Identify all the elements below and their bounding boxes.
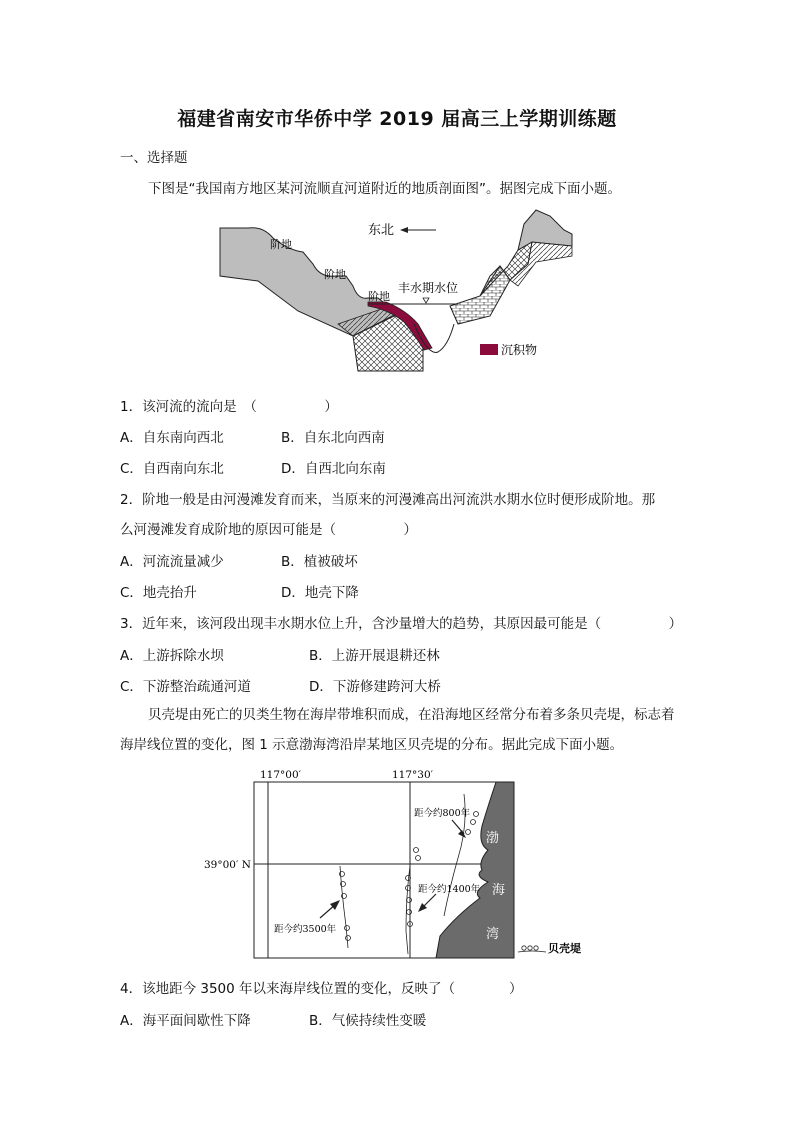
q2-option-a: A．河流流量减少: [120, 554, 224, 570]
latitude-label: 39°00′ N: [204, 859, 251, 871]
sediment-legend-label: 沉积物: [501, 343, 538, 357]
q1-option-d: D．自西北向东南: [281, 461, 386, 477]
q2-option-b: B．植被破坏: [281, 554, 358, 570]
shell-ridge-map-figure: [196, 766, 606, 962]
direction-label: 东北: [368, 223, 395, 238]
sea-label-1: 渤: [486, 831, 500, 846]
ridge-3500-label: 距今约3500年: [274, 924, 337, 935]
q1-option-b: B．自东北向西南: [281, 430, 385, 446]
page-title: 福建省南安市华侨中学 2019 届高三上学期训练题: [177, 108, 617, 130]
intro-text-1: 下图是“我国南方地区某河流顺直河道附近的地质剖面图”。据图完成下面小题。: [148, 181, 621, 197]
sediment-legend-swatch: [480, 344, 498, 355]
section-heading: 一、选择题: [120, 150, 188, 166]
water-level-label: 丰水期水位: [398, 281, 459, 295]
q2-option-c: C．地壳抬升: [120, 585, 197, 601]
water-level-marker: [423, 298, 429, 303]
terrace-label-2: 阶地: [324, 268, 346, 281]
shell-ridge-legend-label: 贝壳堤: [548, 942, 581, 955]
q2-stem-line2: 么河漫滩发育成阶地的原因可能是（ ）: [120, 522, 417, 538]
shell-ridge-legend-symbol: [518, 946, 546, 952]
q1-option-a: A．自东南向西北: [120, 430, 224, 446]
q1-stem: 1．该河流的流向是 （ ）: [120, 399, 338, 415]
q4-stem: 4．该地距今 3500 年以来海岸线位置的变化，反映了（ ）: [120, 981, 523, 997]
q3-option-b: B．上游开展退耕还林: [309, 648, 440, 664]
longitude-label-2: 117°30′: [392, 769, 434, 781]
q3-option-c: C．下游整治疏通河道: [120, 679, 251, 695]
longitude-label-1: 117°00′: [260, 769, 302, 781]
ridge-800-label: 距今约800年: [414, 808, 471, 819]
q3-option-d: D．下游修建跨河大桥: [309, 679, 441, 695]
arrow-head: [400, 227, 408, 233]
q2-option-d: D．地壳下降: [281, 585, 359, 601]
sea-label-3: 湾: [486, 927, 500, 942]
sea-label-2: 海: [492, 883, 506, 898]
q3-option-a: A．上游拆除水坝: [120, 648, 224, 664]
q3-stem: 3．近年来，该河段出现丰水期水位上升，含沙量增大的趋势，其原因最可能是（ ）: [120, 616, 683, 632]
q2-stem-line1: 2．阶地一般是由河漫滩发育而来，当原来的河漫滩高出河流洪水期水位时便形成阶地。那: [120, 492, 656, 508]
q4-option-a: A．海平面间歇性下降: [120, 1013, 251, 1029]
ridge-1400-label: 距今约1400年: [418, 884, 481, 895]
right-bank-brick: [450, 266, 510, 324]
geologic-profile-figure: [218, 206, 578, 374]
terrace-label-3: 阶地: [368, 290, 390, 303]
intro-text-2: 贝壳堤由死亡的贝类生物在海岸带堆积而成，在沿海地区经常分布着多条贝壳堤，标志着海岸线位置的变化，图 1 示意渤海湾沿岸某地区贝壳堤的分布。据此完成下面小题。: [120, 707, 675, 753]
q4-option-b: B．气候持续性变暖: [309, 1013, 427, 1029]
q1-option-c: C．自西南向东北: [120, 461, 224, 477]
terrace-label-1: 阶地: [270, 238, 292, 251]
